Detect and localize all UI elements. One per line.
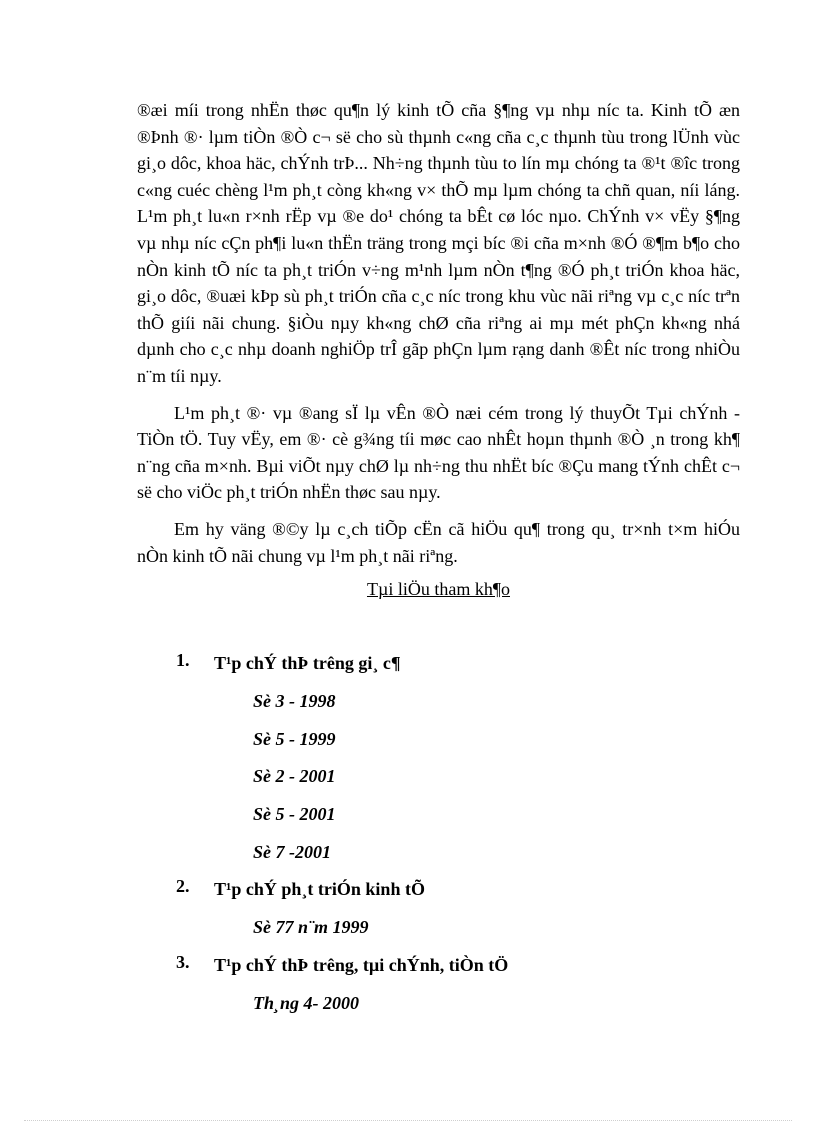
- reference-item-1: [176, 650, 736, 876]
- reference-issue: Th¸ng 4- 2000: [253, 993, 360, 1014]
- reference-issue: Sè 5 - 1999: [253, 728, 336, 749]
- reference-issue: Sè 5 - 2001: [253, 804, 336, 825]
- reference-item-2: [176, 876, 736, 952]
- reference-issue: Sè 77 n¨m 1999: [253, 917, 369, 938]
- reference-title: T¹p chÝ ph¸t triÓn kinh tÕ: [214, 879, 425, 900]
- reference-number: 1.: [176, 650, 190, 670]
- page-bottom-divider: [24, 1120, 792, 1121]
- paragraph-2: L¹m ph¸t ®· vµ ®ang sÏ lµ vÊn ®Ò næi cém trong lý thuyÕt Tµi chÝnh - TiÒn tÖ. Tuy vËy, em ®· cè g¾ng tíi møc cao nhÊt hoµn thµnh ®Ò ¸n trong kh¶ n¨ng cña m×nh. Bµi viÕt nµy chØ lµ nh÷ng thu nhËt bíc ®Çu mang tÝnh chÊt c¬ së cho viÖc ph¸t triÓn nhËn thøc sau nµy.: [137, 402, 740, 503]
- reference-number: 2.: [176, 876, 190, 897]
- reference-title: T¹p chÝ thÞ trêng gi¸ c¶: [214, 653, 401, 673]
- references-list: [176, 650, 736, 1028]
- references-heading: Tµi liÖu tham kh¶o: [366, 579, 510, 599]
- reference-item-3: [176, 952, 736, 1028]
- reference-issue: Sè 3 - 1998: [253, 691, 336, 711]
- body-text: [137, 97, 740, 579]
- reference-number: 3.: [176, 952, 190, 973]
- paragraph-1: ®æi míi trong nhËn thøc qu¶n lý kinh tÕ cña §¶ng vµ nhµ níc ta. Kinh tÕ æn ®Þnh ®· lµm tiÒn ®Ò c¬ së cho sù thµnh c«ng cña c¸c thµnh tùu trong lÜnh vùc gi¸o dôc, khoa häc, chÝnh trÞ... Nh÷ng thµnh tùu to lín mµ chóng ta ®¹t ®îc trong c«ng cuéc chèng l¹m ph¸t còng kh«ng v× thÕ mµ lµm chóng ta chñ quan, níi láng. L¹m ph¸t lu«n r×nh rËp vµ ®e do¹ chóng ta bÊt cø lóc nµo. ChÝnh v× vËy §¶ng vµ nhµ níc cÇn ph¶i lu«n thËn träng trong mçi bíc ®i cña m×nh ®Ó ®¶m b¶o cho nÒn kinh tÕ níc ta ph¸t triÓn v÷ng m¹nh lµm nÒn t¶ng ®Ó ph¸t triÓn khoa häc, gi¸o dôc, ®uæi kÞp sù ph¸t triÓn cña c¸c níc trong khu vùc nãi riªng vµ c¸c níc trªn thÕ giíi nãi chung. §iÒu nµy kh«ng chØ cña riªng ai mµ mét phÇn kh«ng nhá dµnh cho c¸c nhµ doanh nghiÖp trÎ gãp phÇn lµm rạng danh ®Êt níc trong nhiÒu n¨m tíi nµy.: [137, 100, 740, 386]
- reference-issue: Sè 7 -2001: [253, 841, 331, 862]
- reference-title: T¹p chÝ thÞ trêng, tµi chÝnh, tiÒn tÖ: [214, 955, 509, 976]
- reference-issue: Sè 2 - 2001: [253, 766, 336, 787]
- paragraph-3: Em hy väng ®©y lµ c¸ch tiÕp cËn cã hiÖu qu¶ trong qu¸ tr×nh t×m hiÓu nÒn kinh tÕ nãi chung vµ l¹m ph¸t nãi riªng.: [137, 518, 740, 566]
